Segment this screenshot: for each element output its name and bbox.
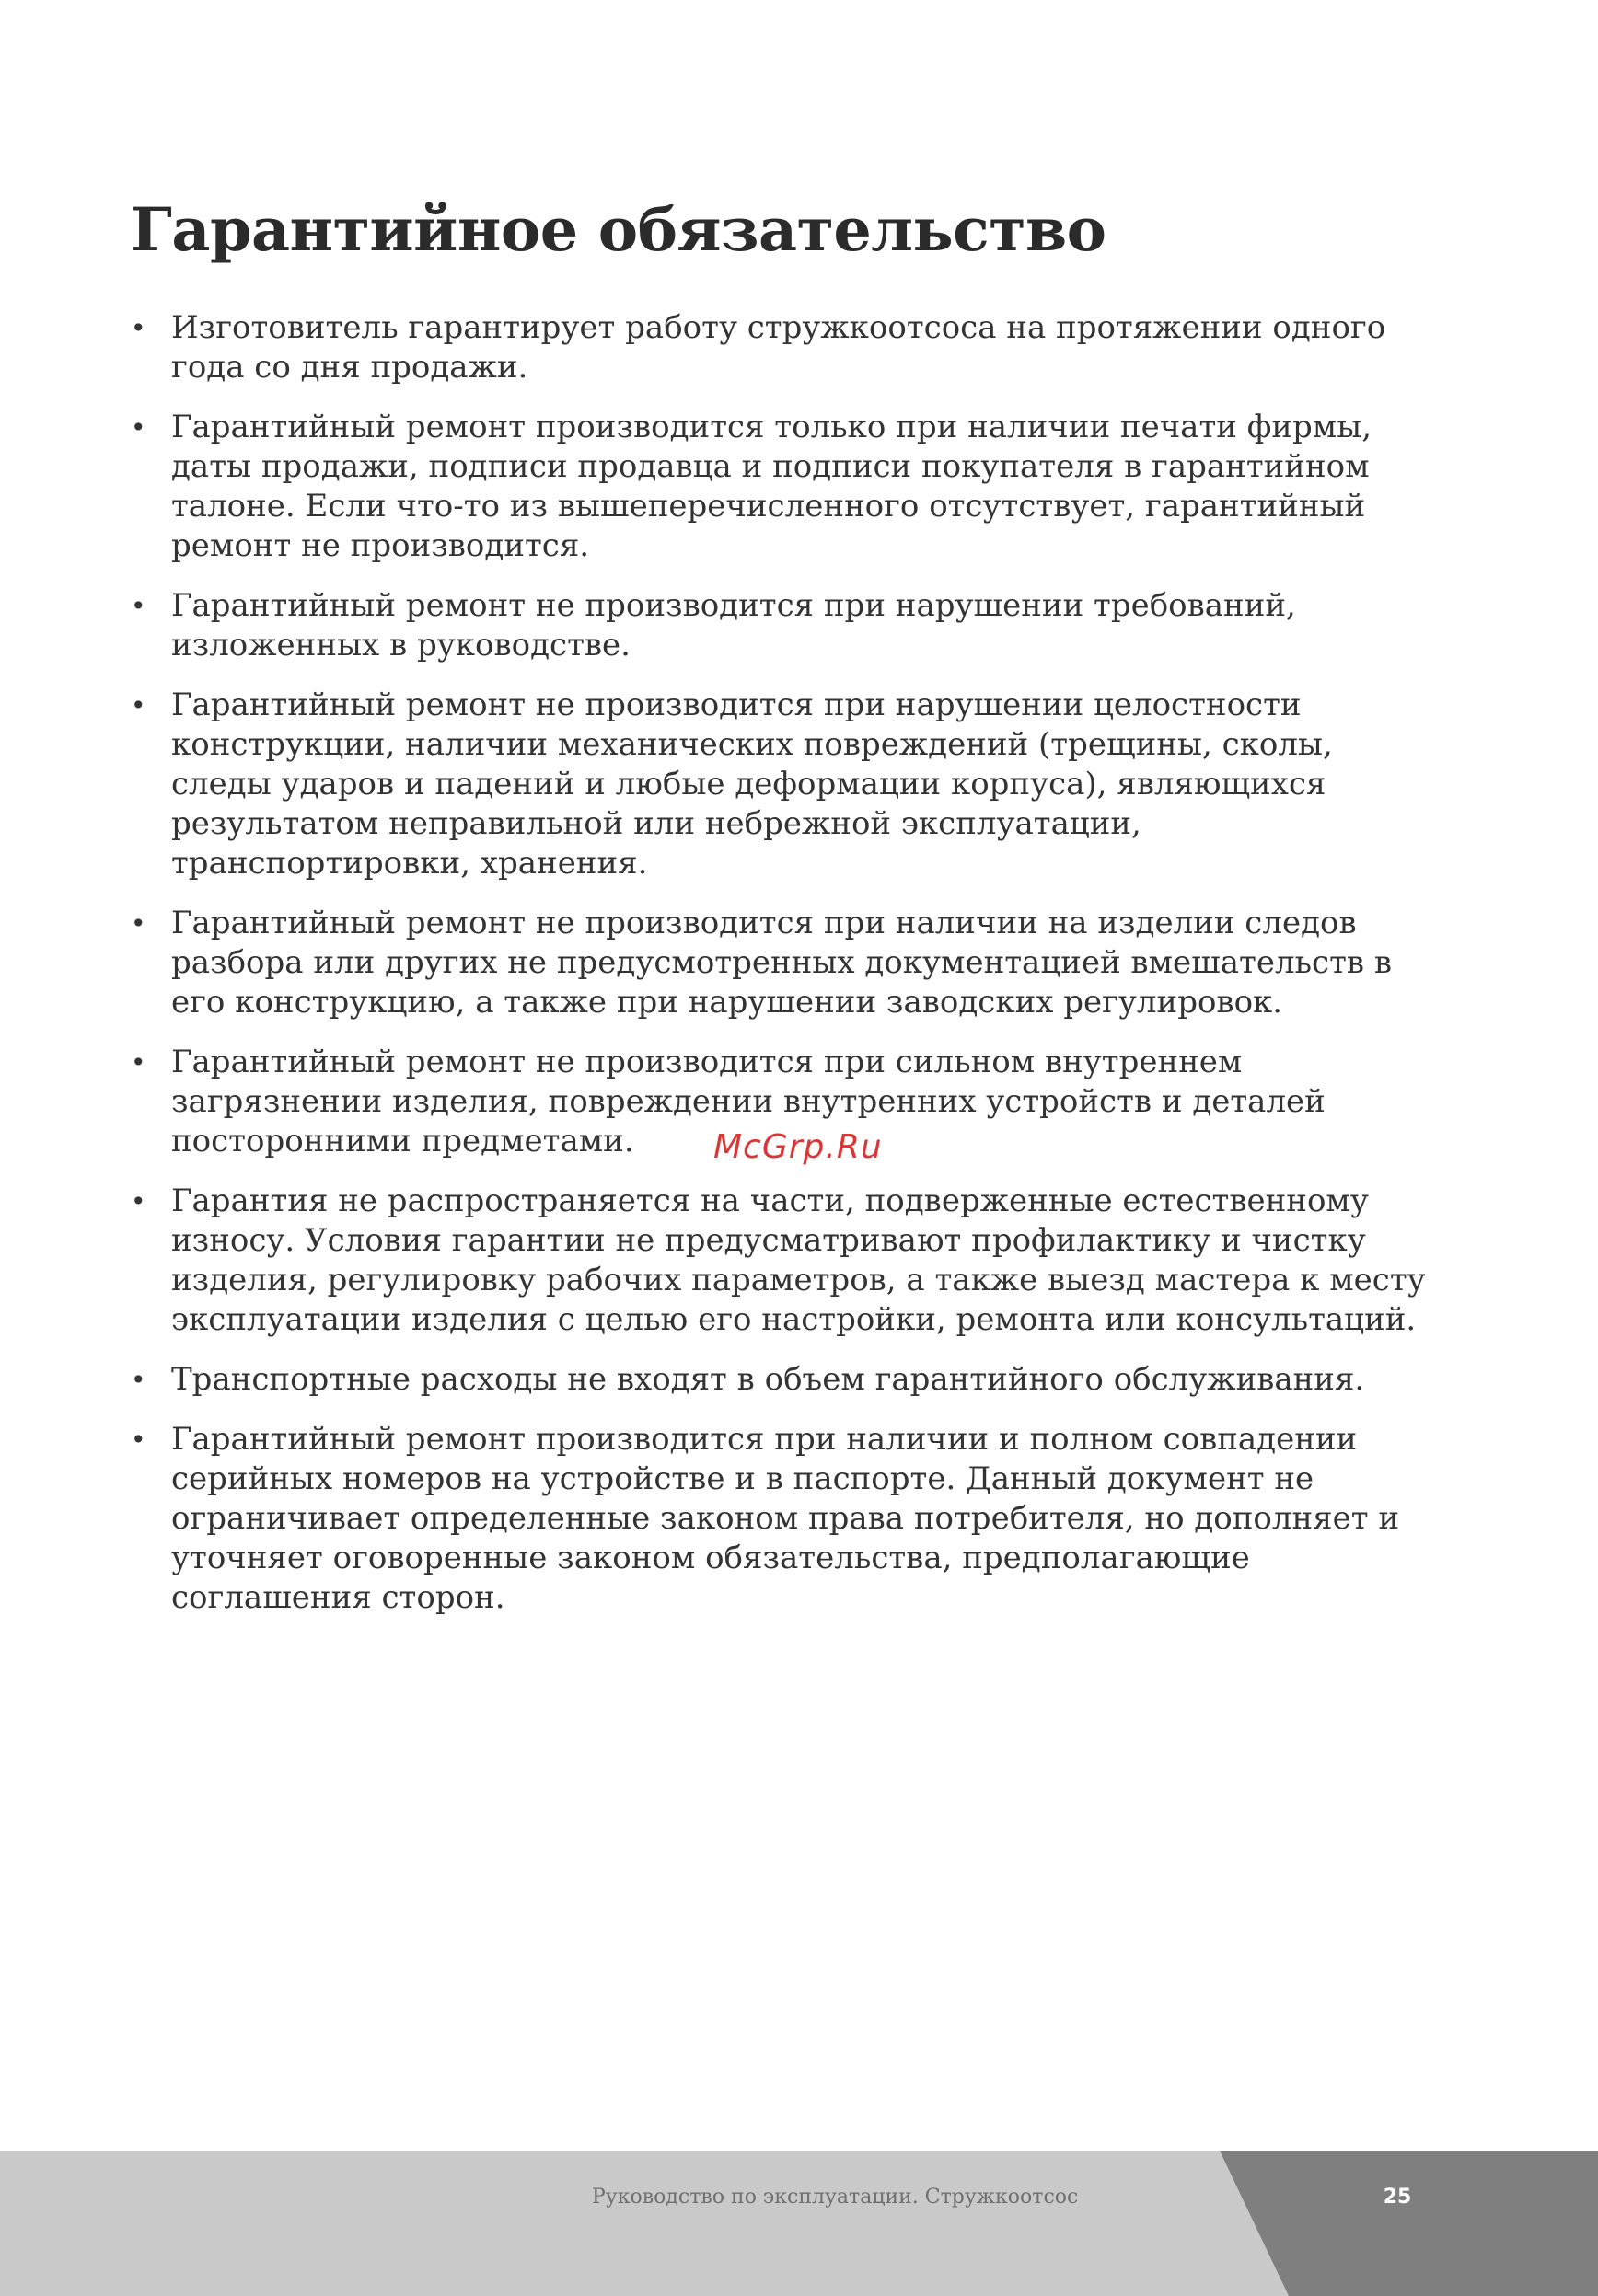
list-item-text: Гарантийный ремонт не производится при сильном внутреннем загрязнении изделия, повреждении внутренних устройств и деталей посторонними предметами. bbox=[171, 1044, 1326, 1160]
list-item-text: Гарантия не распространяется на части, подверженные естественному износу. Условия гарантии не предусматривают профилактику и чистку изделия, регулировку рабочих параметров, а также выезд мастера к месту эксплуатации изделия с целью его настройки, ремонта или консультаций. bbox=[171, 1183, 1426, 1338]
bullet-icon: • bbox=[131, 313, 146, 343]
bullet-icon: • bbox=[131, 591, 146, 621]
watermark: McGrp.Ru bbox=[713, 1128, 883, 1166]
bullet-icon: • bbox=[131, 1365, 146, 1395]
list-item-text: Гарантийный ремонт не производится при нарушении целостности конструкции, наличии механических повреждений (трещины, сколы, следы ударов и падений и любые деформации корпуса), являющихся результатом неправильной или небрежной эксплуатации, транспортировки, хранения. bbox=[171, 686, 1333, 882]
list-item-text: Гарантийный ремонт производится при наличии и полном совпадении серийных номеров на устройстве и в паспорте. Данный документ не ограничивает определенные законом права потребителя, но дополняет и уточняет оговоренные законом обязательства, предполагающие соглашения сторон. bbox=[171, 1421, 1400, 1616]
page-title: Гарантийное обязательство bbox=[131, 195, 1106, 265]
list-item bbox=[131, 904, 1438, 1022]
bullet-icon: • bbox=[131, 1047, 146, 1078]
list-item-text: Транспортные расходы не входят в объем гарантийного обслуживания. bbox=[171, 1361, 1365, 1398]
list-item bbox=[131, 1360, 1438, 1400]
list-item-text: Изготовитель гарантирует работу стружкоотсоса на протяжении одного года со дня продажи. bbox=[171, 309, 1386, 386]
page-number: 25 bbox=[1383, 2186, 1412, 2209]
list-item-text: Гарантийный ремонт производится только при наличии печати фирмы, даты продажи, подписи продавца и подписи покупателя в гарантийном талоне. Если что-то из вышеперечисленного отсутствует, гарантийный ремонт не производится. bbox=[171, 409, 1372, 564]
list-item bbox=[131, 586, 1438, 665]
page-number-tab bbox=[1220, 2151, 1598, 2296]
list-item-text: Гарантийный ремонт не производится при наличии на изделии следов разбора или других не предусмотренных документацией вмешательств в его конструкцию, а также при нарушении заводских регулировок. bbox=[171, 905, 1392, 1021]
list-item bbox=[131, 308, 1438, 387]
list-item-text: Гарантийный ремонт не производится при нарушении требований, изложенных в руководстве. bbox=[171, 587, 1296, 663]
list-item bbox=[131, 686, 1438, 883]
bullet-icon: • bbox=[131, 1425, 146, 1455]
warranty-terms-list bbox=[131, 308, 1438, 1638]
bullet-icon: • bbox=[131, 690, 146, 721]
footer-document-title: Руководство по эксплуатации. Стружкоотсос bbox=[592, 2186, 1079, 2209]
bullet-icon: • bbox=[131, 1186, 146, 1217]
list-item bbox=[131, 1420, 1438, 1618]
list-item bbox=[131, 408, 1438, 566]
bullet-icon: • bbox=[131, 908, 146, 939]
page-footer bbox=[0, 2151, 1598, 2296]
list-item bbox=[131, 1182, 1438, 1340]
bullet-icon: • bbox=[131, 412, 146, 443]
